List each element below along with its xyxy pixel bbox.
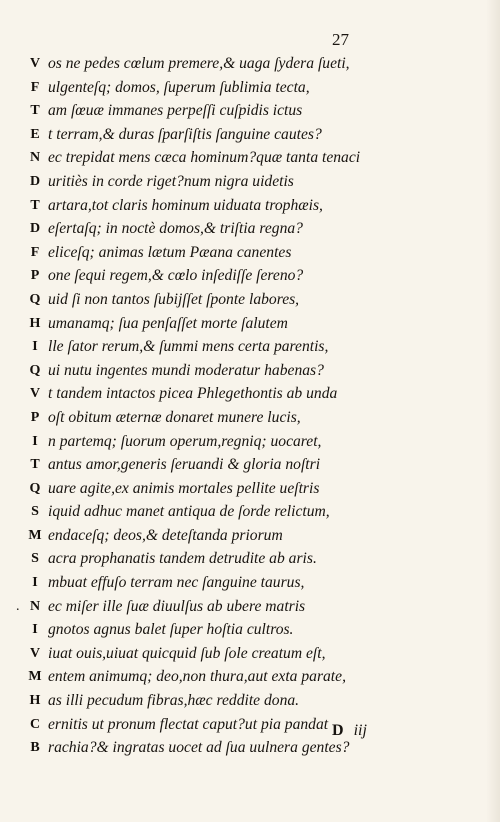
- verse-line: [24, 359, 494, 383]
- verse-initial: V: [29, 645, 41, 661]
- verse-text: artara,tot claris hominum uiduata trophæis,: [48, 196, 323, 214]
- verse-initial: S: [31, 551, 39, 567]
- verse-line: [24, 500, 494, 524]
- verse-text: ulgenteſq; domos, ſuperum ſublimia tecta,: [48, 78, 310, 96]
- verse-text: eſertaſq; in noctè domos,& triſtia regna?: [48, 220, 303, 238]
- verse-initial: H: [29, 315, 41, 331]
- verse-line: [24, 477, 494, 501]
- verse-initial: T: [30, 457, 40, 473]
- verse-text: entem animumq; deo,non thura,aut exta parate,: [48, 668, 346, 686]
- verse-text: umanamq; ſua penſaſſet morte ſalutem: [48, 314, 288, 332]
- verse-text: t tandem intactos picea Phlegethontis ab unda: [48, 385, 338, 403]
- verse-line: [24, 241, 494, 265]
- signature-number: iij: [353, 722, 367, 739]
- verse-initial: Q: [29, 480, 41, 496]
- verse-initial: M: [28, 527, 42, 543]
- verse-initial: M: [28, 669, 42, 685]
- verse-text: ec trepidat mens cæca hominum?quæ tanta tenaci: [48, 149, 361, 167]
- verse-initial: H: [29, 693, 41, 709]
- verse-text: uritiès in corde riget?num nigra uidetis: [48, 172, 294, 190]
- signature-mark: [332, 722, 367, 740]
- verse-initial: S: [31, 504, 39, 520]
- verse-initial: T: [30, 197, 40, 213]
- verse-line: [24, 146, 494, 170]
- verse-text: endaceſq; deos,& deteſtanda priorum: [48, 526, 283, 544]
- verse-text: oſt obitum æternæ donaret munere lucis,: [48, 408, 301, 426]
- verse-block: [16, 52, 494, 760]
- verse-line: [24, 571, 494, 595]
- signature-letter: D: [332, 722, 344, 739]
- verse-line: [24, 524, 494, 548]
- verse-text: mbuat effuſo terram nec ſanguine taurus,: [48, 574, 305, 592]
- verse-text: n partemq; ſuorum operum,regniq; uocaret,: [48, 432, 322, 450]
- verse-text: iquid adhuc manet antiqua de ſorde relictum,: [48, 503, 330, 521]
- verse-line: [24, 288, 494, 312]
- verse-initial: P: [30, 409, 40, 425]
- verse-line: [16, 595, 494, 619]
- verse-line: [24, 453, 494, 477]
- verse-line: [24, 406, 494, 430]
- verse-text: iuat ouis,uiuat quicquid ſub ſole creatum eſt,: [48, 644, 326, 662]
- verse-initial: E: [30, 126, 40, 142]
- verse-initial: V: [29, 56, 41, 71]
- verse-text: uare agite,ex animis mortales pellite ueſtris: [48, 479, 320, 497]
- verse-initial: F: [30, 244, 40, 260]
- verse-line: [24, 170, 494, 194]
- verse-line: [24, 642, 494, 666]
- verse-line: [24, 335, 494, 359]
- verse-text: os ne pedes cœlum premere,& uaga ſydera ſueti,: [48, 55, 350, 72]
- verse-line: [24, 713, 494, 737]
- verse-initial: F: [30, 79, 40, 95]
- verse-line: [24, 217, 494, 241]
- verse-line: [24, 312, 494, 336]
- verse-line: [24, 689, 494, 713]
- verse-text: t terram,& duras ſparſiſtis ſanguine cautes?: [48, 125, 322, 143]
- verse-initial: T: [30, 103, 40, 119]
- verse-initial: I: [32, 575, 38, 591]
- page-number: 27: [332, 30, 349, 49]
- verse-initial: I: [32, 622, 38, 638]
- verse-text: lle ſator rerum,& ſummi mens certa parentis,: [48, 338, 329, 356]
- verse-line: [24, 76, 494, 100]
- verse-text: ec miſer ille ſuæ diuulſus ab ubere matris: [48, 597, 306, 615]
- margin-mark: .: [16, 598, 20, 614]
- verse-line: [24, 99, 494, 123]
- verse-initial: B: [30, 740, 40, 756]
- verse-initial: I: [32, 433, 38, 449]
- verse-text: one ſequi regem,& cœlo inſediſſe ſereno?: [48, 267, 304, 285]
- verse-line: [24, 430, 494, 454]
- verse-line: [24, 382, 494, 406]
- verse-line: [24, 264, 494, 288]
- verse-text: am ſœuæ immanes perpeſſi cuſpidis ictus: [48, 102, 303, 120]
- verse-initial: C: [29, 716, 41, 732]
- verse-line: [24, 123, 494, 147]
- verse-text: rachia?& ingratas uocet ad ſua uulnera gentes?: [48, 739, 350, 757]
- verse-text: as illi pecudum fibras,hæc reddite dona.: [48, 692, 300, 710]
- verse-text: eliceſq; animas lætum Pæana canentes: [48, 243, 292, 261]
- verse-text: ernitis ut pronum flectat caput?ut pia pandat: [48, 715, 329, 733]
- verse-initial: N: [29, 598, 41, 614]
- verse-text: antus amor,generis ſeruandi & gloria noſtri: [48, 456, 321, 474]
- verse-text: acra prophanatis tandem detrudite ab aris.: [48, 550, 317, 568]
- verse-initial: V: [29, 386, 41, 402]
- verse-line: [24, 618, 494, 642]
- verse-text: uid ſi non tantos ſubijſſet ſponte labores,: [48, 290, 300, 308]
- verse-initial: I: [32, 339, 38, 355]
- verse-line: [24, 736, 494, 760]
- verse-initial: Q: [29, 291, 41, 307]
- verse-line: [24, 194, 494, 218]
- verse-text: gnotos agnus balet ſuper hoſtia cultros.: [48, 621, 294, 639]
- verse-initial: P: [30, 268, 40, 284]
- verse-line: [24, 547, 494, 571]
- verse-line: [24, 665, 494, 689]
- verse-initial: Q: [29, 362, 41, 378]
- verse-initial: N: [29, 150, 41, 166]
- verse-initial: D: [29, 221, 41, 237]
- verse-initial: D: [29, 173, 41, 189]
- verse-line: [24, 52, 494, 76]
- verse-text: ui nutu ingentes mundi moderatur habenas?: [48, 361, 324, 379]
